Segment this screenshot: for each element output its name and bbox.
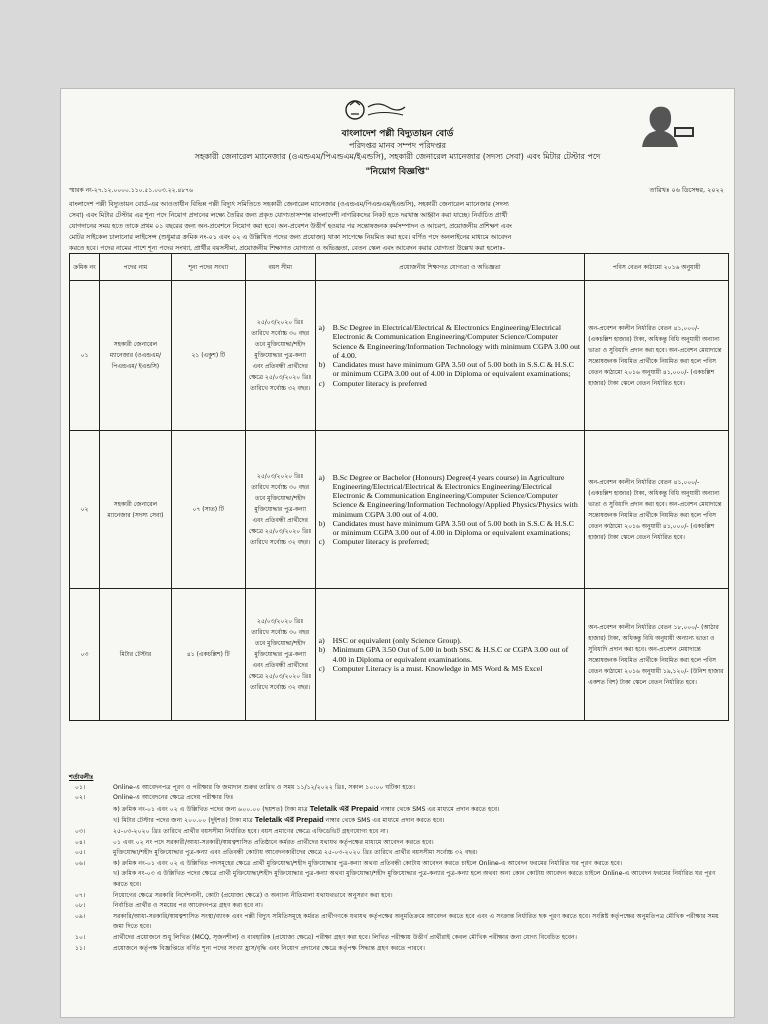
- table-row: [70, 589, 729, 721]
- term-number: ০৫।: [75, 849, 86, 857]
- terms-title: শর্তাবলীঃ: [69, 773, 94, 781]
- term-number: ১০।: [75, 933, 86, 941]
- qualification-key: b): [318, 645, 326, 655]
- term-text: প্রার্থীদের প্রয়োজনে শুধু লিখিত (MCQ, সৃজনশীল) ও ব্যবহারিক (প্রযোজ্য ক্ষেত্রে) পরীক্ষা গ্রহণ করা হবে। লিখিত পরীক্ষায় উত্তীর্ণ প্রার্থীরাই কেবল মৌখিক পরীক্ষার জন্য যোগ্য বিবেচিত হবেন।: [113, 933, 577, 941]
- column-header-vacancy: শূন্য পদের সংখ্যা: [171, 254, 245, 281]
- breb-logo-icon: [343, 97, 407, 123]
- qualification-key: c): [318, 378, 325, 388]
- term-item: [69, 912, 726, 933]
- term-item: [69, 848, 726, 859]
- row-qualifications: [315, 589, 585, 721]
- term-text: সরকারি/আধা-সরকারি/স্বায়ত্বশাসিত সংস্থা/ব্যাংক এবং পল্লী বিদ্যুৎ সমিতিসমূহে কর্মরত প্রার্থীগণকে যথাযথ কর্তৃপক্ষের অনুমতিক্রমে আবেদন করতে হবে এবং এ সংক্রান্ত নির্ধারিত ছক পূরণ করতে হবে। সংশ্লিষ্ট কর্তৃপক্ষের অনুমতিপত্র মৌখিক পরীক্ষার সময় জমা দিতে হবে।: [113, 912, 719, 931]
- qualification-key: a): [318, 472, 325, 482]
- teletalk-prepaid-label: Teletalk এর Prepaid: [309, 803, 379, 813]
- teletalk-prepaid-label: Teletalk এর Prepaid: [254, 815, 324, 825]
- intro-line: করতে হবে। পদের নামের পাশে শূন্য পদের সংখ্যা, প্রার্থীর বয়সসীমা, প্রয়োজনীয় শিক্ষাগত যোগ্যতা ও অভিজ্ঞতা, বেতন স্কেল এবং আবেদন করার যোগ্যতা উল্লেখ করা হলোঃ-: [69, 244, 506, 252]
- term-item: [69, 815, 726, 827]
- column-header-sl: ক্রমিক নং: [70, 254, 100, 281]
- vacancy-table: [69, 253, 729, 721]
- table-row: [70, 281, 729, 431]
- qualification-key: b): [318, 360, 326, 370]
- department-name: পরিদপ্তর মানব সম্পদ পরিদপ্তর: [349, 141, 446, 150]
- qualification-item: [319, 379, 582, 388]
- row-serial: ০৩: [70, 589, 100, 721]
- term-text: নির্বাচিত প্রার্থীর ও সময়ের পর আবেদনপত্র গ্রহণ করা হবে না।: [113, 902, 263, 910]
- term-text: ০১ এবং ০২ নং পদে সরকারী/আধা-সরকারী/স্বায়ত্বশাসিত প্রতিষ্ঠানে কর্মরত প্রার্থীদের যথাযথ কর্তৃপক্ষের মাধ্যমে আবেদন করতে হবে।: [113, 838, 434, 846]
- column-header-age: বয়স সীমা: [245, 254, 315, 281]
- row-age-limit: ২৫/০৩/২০২০ খ্রিঃ তারিখে সর্বোচ্চ ৩০ বছর তবে মুক্তিযোদ্ধা/শহীদ মুক্তিযোদ্ধার পুত্র-কন্যা এবং প্রতিবন্ধী প্রার্থীদের ক্ষেত্রে ২৫/০৩/২০২০ খ্রিঃ তারিখে সর্বোচ্চ ৩২ বছর।: [245, 589, 315, 721]
- qualification-text: Candidates must have minimum GPA 3.50 out of 5.00 both in S.S.C & H.S.C or minimum CGPA 3.00 out of 4.00 in Diploma or equivalent examinations;: [332, 518, 574, 537]
- intro-line: যোগদানের সময় হতে তাকে প্রথম ০১ বছরের জন্য অন-প্রবেশনে নিয়োগ করা হবে। অন-প্রবেশন উত্তীর্ণ হওয়ার পর সন্তোষজনক কর্মসম্পাদন ও আচরণ, প্রয়োজনীয় প্রশিক্ষণ এবং: [69, 222, 512, 230]
- row-qualifications: [315, 281, 585, 431]
- qualification-item: [319, 519, 582, 537]
- column-header-qualification: প্রয়োজনীয় শিক্ষাগত যোগ্যতা ও অভিজ্ঞতা: [315, 254, 585, 281]
- notice-sheet: [60, 88, 735, 1018]
- table-row: [70, 431, 729, 589]
- term-number: ০৩।: [75, 827, 86, 835]
- term-number: ০২।: [75, 794, 86, 802]
- term-text: নিয়োগের ক্ষেত্রে সরকারি নির্দেশনানী, কোটা (প্রযোজ্য ক্ষেত্রে) ও অন্যান্য নীতিমালা যথাযথভাবে অনুসরণ করা হবে।: [113, 891, 393, 899]
- term-text: Online-এ আবেদনের ক্ষেত্রে প্রদেয় পরীক্ষার ফিঃ: [113, 794, 234, 802]
- term-item: [69, 804, 726, 816]
- qualification-text: Candidates must have minimum GPA 3.50 out of 5.00 both in S.S.C & H.S.C or minimum CGPA 3.00 out of 4.00 in Diploma or equivalent examinations;: [332, 360, 574, 379]
- qualification-text: Computer literacy is preferred: [332, 378, 427, 388]
- term-number: ০৯।: [75, 912, 86, 920]
- qualification-key: c): [318, 663, 325, 673]
- term-text: খ) মিটার টেস্টার পদের জন্য ২০০.০০ (দুইশত) টাকা মাত্র Teletalk এর Prepaid নাম্বার থেকে SMS এর মাধ্যমে প্রদান করতে হবে।: [113, 815, 445, 825]
- qualification-text: Minimum GPA 3.50 Out of 5.00 in both SSC & H.S.C or CGPA 3.00 out of 4.00 in Diploma or equivalent examinations.: [332, 645, 569, 664]
- qualification-key: b): [318, 518, 326, 528]
- intro-line: বাংলাদেশ পল্লী বিদ্যুতায়ন বোর্ড-এর আওতাধীন বিভিন্ন পল্লী বিদ্যুৎ সমিতিতে সহকারী জেনারেল ম্যানেজার (ওএন্ডএম/পিএন্ডএম/ইএন্ডসি), সহকারী জেনারেল ম্যানেজার (সদস্য: [69, 200, 509, 208]
- notice-subject: সহকারী জেনারেল ম্যানেজার (ওএন্ডএম/পিএন্ডএম/ইএন্ডসি), সহকারী জেনারেল ম্যানেজার (সদস্য সেবা) এবং মিটার টেস্টার পদে: [194, 152, 601, 161]
- qualification-item: [319, 360, 582, 378]
- intro-line: সেবা) এবং মিটার টেস্টার এর শূন্য পদে নিয়োগ প্রদানের লক্ষ্যে তৈরির জন্য প্রকৃত যোগ্যতাসম্পন্ন বাংলাদেশী নাগরিকদের নিকট হতে দরখাস্ত আহ্বান করা যাচ্ছে। নির্বাচিত প্রার্থী: [69, 211, 508, 219]
- qualification-item: [319, 323, 582, 360]
- row-vacancy: ৪১ (একচল্লিশ) টি: [171, 589, 245, 721]
- term-text: Online-এ আবেদনপত্র পূরণ ও পরীক্ষার ফি জমাদান শুরুর তারিখ ও সময় ১১/১২/২০২২ খ্রিঃ, সকাল ১০:০০ ঘটিকা হতে।: [113, 783, 415, 791]
- column-header-post: পদের নাম: [99, 254, 171, 281]
- qualification-key: a): [318, 636, 325, 646]
- intro-line: মোটর সাইকেল চালানোর লাইসেন্স (শুধুমাত্র ক্রমিক নং-০১ এবং ০২ এ উল্লিখিত পদের জন্য প্রযোজ্য) থাকা সাপেক্ষে নিয়মিত করা হবে। বর্ণিত পদে অনলাইনের মাধ্যমে আবেদন: [69, 233, 512, 241]
- qualification-item: [319, 645, 582, 663]
- term-number: [69, 804, 113, 816]
- memo-number: স্মারক নং-২৭.১২.০০০০.১১০.৫১.০০৩.২২.৪৮৭৬: [69, 187, 194, 194]
- notice-title: "নিয়োগ বিজ্ঞপ্তি": [365, 167, 430, 177]
- term-item: [69, 933, 726, 944]
- term-number: ০৮।: [75, 902, 86, 910]
- term-item: [69, 859, 726, 870]
- term-number: ১১।: [75, 944, 86, 952]
- term-number: [69, 869, 113, 890]
- term-text: খ) ক্রমিক নং-০৩ এ উল্লিখিত পদের ক্ষেত্রে প্রার্থী মুক্তিযোদ্ধা/শহীদ মুক্তিযোদ্ধার পুত্র-কন্যা অথবা মুক্তিযোদ্ধা/শহীদ মুক্তিযোদ্ধার পুত্র-কন্যার পুত্র-কন্যা হলে অথবা অন্য কোন কোটায় আবেদন করতে চাইলে Online-এ আবেদন ফরমের নির্ধারিত ঘর পূরণ করতে হবে।: [113, 870, 716, 888]
- term-item: [69, 793, 726, 804]
- term-text: মুক্তিযোদ্ধা/শহীদ মুক্তিযোদ্ধার পুত্র-কন্যা এবং প্রতিবন্ধী কোটায় আবেদনকারীদের ক্ষেত্রে ২৫-০৩-২০২০ খ্রিঃ তারিখে প্রার্থীর বয়সসীমা সর্বোচ্চ ৩২ বছর।: [113, 849, 478, 857]
- term-text: ক) ক্রমিক নং-০১ এবং ০২ এ উল্লিখিত পদসমূহের ক্ষেত্রে প্রার্থী মুক্তিযোদ্ধা/শহীদ মুক্তিযোদ্ধার পুত্র-কন্যা অথবা প্রতিবন্ধী কোটায় আবেদন করতে চাইলে Online-এ আবেদন ফরমের নির্ধারিত ঘর পূরণ করতে হবে।: [113, 859, 623, 867]
- column-header-pay: পবিস বেতন কাঠামো ২০১৬ অনুযায়ী: [585, 254, 729, 281]
- qualification-key: a): [318, 323, 325, 333]
- term-number: ০৭।: [75, 891, 86, 899]
- term-item: [69, 901, 726, 912]
- row-age-limit: ২৫/০৩/২০২০ খ্রিঃ তারিখে সর্বোচ্চ ৩০ বছর তবে মুক্তিযোদ্ধা/শহীদ মুক্তিযোদ্ধার পুত্র-কন্যা এবং প্রতিবন্ধী প্রার্থীদের ক্ষেত্রে ২৫/০৩/২০২০ খ্রিঃ তারিখে সর্বোচ্চ ৩২ বছর।: [245, 281, 315, 431]
- row-vacancy: ২১ (একুশ) টি: [171, 281, 245, 431]
- row-serial: ০১: [70, 281, 100, 431]
- term-item: [69, 869, 726, 890]
- term-text: ২৫-০৩-২০২০ খ্রিঃ তারিখে প্রার্থীর বয়সসীমা নির্ধারিত হবে। বয়স প্রমাণের ক্ষেত্রে এফিডেভিট গ্রহণযোগ্য হবে না।: [113, 827, 389, 835]
- term-item: [69, 944, 726, 955]
- row-age-limit: ২৫/০৩/২০২০ খ্রিঃ তারিখে সর্বোচ্চ ৩০ বছর তবে মুক্তিযোদ্ধা/শহীদ মুক্তিযোদ্ধার পুত্র-কন্যা এবং প্রতিবন্ধী প্রার্থীদের ক্ষেত্রে ২৫/০৩/২০২০ খ্রিঃ তারিখে সর্বোচ্চ ৩২ বছর।: [245, 431, 315, 589]
- qualification-text: B.Sc Degree in Electrical/Electrical & Electronics Engineering/Electrical Electronic & Communication Engineering/Computer Science/Computer Science & Engineering/Information Technology with minimum CGPA 3.00 out of 4.00.: [332, 323, 581, 360]
- term-number: ০১।: [75, 783, 86, 791]
- qualification-item: [319, 636, 582, 645]
- row-pay-scale: অন-প্রবেশন কালীন নির্ধারিত বেতন ৪১,০০০/- (একচল্লিশ হাজার) টাকা, অধিকন্তু বিধি অনুযায়ী অন্যান্য ভাতা ও সুবিধাদি প্রদান করা হবে। অন-প্রবেশন মেয়াদান্তে সন্তোষজনক নিয়মিত প্রার্থীকে নিয়মিত করা হলে পবিস বেতন কাঠামো ২০১৬ অনুযায়ী ৪১,০০০/- (একচল্লিশ হাজার) টাকা স্কেলে বেতন নির্ধারিত হবে।: [585, 281, 729, 431]
- row-serial: ০২: [70, 431, 100, 589]
- intro-paragraph: [69, 199, 726, 254]
- table-header-row: [70, 254, 729, 281]
- row-vacancy: ০৭ (সাত) টি: [171, 431, 245, 589]
- term-number: ০৪।: [75, 838, 86, 846]
- terms-section: [69, 772, 726, 954]
- term-number: ০৬।: [75, 859, 86, 867]
- term-item: [69, 827, 726, 838]
- qualification-item: [319, 473, 582, 519]
- term-item: [69, 891, 726, 902]
- notice-date: তারিখঃ ০৬ ডিসেম্বর, ২০২২: [649, 186, 724, 194]
- org-name: বাংলাদেশ পল্লী বিদ্যুতায়ন বোর্ড: [341, 129, 454, 139]
- row-qualifications: [315, 431, 585, 589]
- qualification-key: c): [318, 537, 325, 547]
- term-text: ক) ক্রমিক নং-০১ এবং ০২ এ উল্লিখিত পদের জন্য ৬০০.০০ (ছয়শত) টাকা মাত্র Teletalk এর Prepaid নাম্বার থেকে SMS এর মাধ্যমে প্রদান করতে হবে।: [113, 803, 500, 813]
- row-post-name: মিটার টেস্টার: [99, 589, 171, 721]
- term-item: [69, 783, 726, 794]
- qualification-text: B.Sc Degree or Bachelor (Honours) Degree(4 years course) in Agriculture Engineering/Electrical/Electrical & Electronics Engineering/Electrical Electronic & Communication Engineering/Computer Science/Computer Science & Engineering/Information Technology/Applied Physics/Physics with minimum CGPA 3.00 out of 4.00.: [332, 472, 578, 519]
- term-number: [69, 815, 113, 827]
- row-post-name: সহকারী জেনারেল ম্যানেজার (ওএন্ডএম/ পিএন্ডএম/ ইএন্ডসি): [99, 281, 171, 431]
- row-pay-scale: অন-প্রবেশন কালীন নির্ধারিত বেতন ৪১,০০০/- (একচল্লিশ হাজার) টাকা, অধিকন্তু বিধি অনুযায়ী অন্যান্য ভাতা ও সুবিধাদি প্রদান করা হবে। অন-প্রবেশন মেয়াদান্তে সন্তোষজনক নিয়মিত প্রার্থীকে নিয়মিত করা হলে পবিস বেতন কাঠামো ২০১৬ অনুযায়ী ৪১,০০০/- (একচল্লিশ হাজার) টাকা স্কেলে বেতন নির্ধারিত হবে।: [585, 431, 729, 589]
- qualification-item: [319, 664, 582, 673]
- row-post-name: সহকারী জেনারেল ম্যানেজার (সদস্য সেবা): [99, 431, 171, 589]
- notice-header: [61, 89, 734, 181]
- term-item: [69, 838, 726, 849]
- term-text: প্রয়োজনে কর্তৃপক্ষ বিজ্ঞপ্তিতে বর্ণিত শূন্য পদের সংখ্যা হ্রাস/বৃদ্ধি এবং নিয়োগ প্রদানের ক্ষেত্রে কর্তৃপক্ষ সিদ্ধান্ত গ্রহণ করতে পারবে।: [113, 944, 425, 952]
- qualification-text: Computer Literacy is a must. Knowledge in MS Word & MS Excel: [332, 663, 543, 673]
- row-pay-scale: অন-প্রবেশন কালীন নির্ধারিত বেতন ১৮,০০০/- (আঠার হাজার) টাকা, অধিকন্তু বিধি অনুযায়ী অন্যান্য ভাতা ও সুবিধাদি প্রদান করা হবে। অন-প্রবেশন মেয়াদান্তে সন্তোষজনক নিয়মিত প্রার্থীকে নিয়মিত করা হলে পবিস বেতন কাঠামো ২০১৬ অনুযায়ী ১৯,১২০/- (উনিশ হাজার একশত বিশ) টাকা স্কেলে বেতন নির্ধারিত হবে।: [585, 589, 729, 721]
- qualification-text: Computer literacy is preferred;: [332, 537, 429, 547]
- qualification-text: HSC or equivalent (only Science Group).: [332, 636, 462, 646]
- qualification-item: [319, 537, 582, 546]
